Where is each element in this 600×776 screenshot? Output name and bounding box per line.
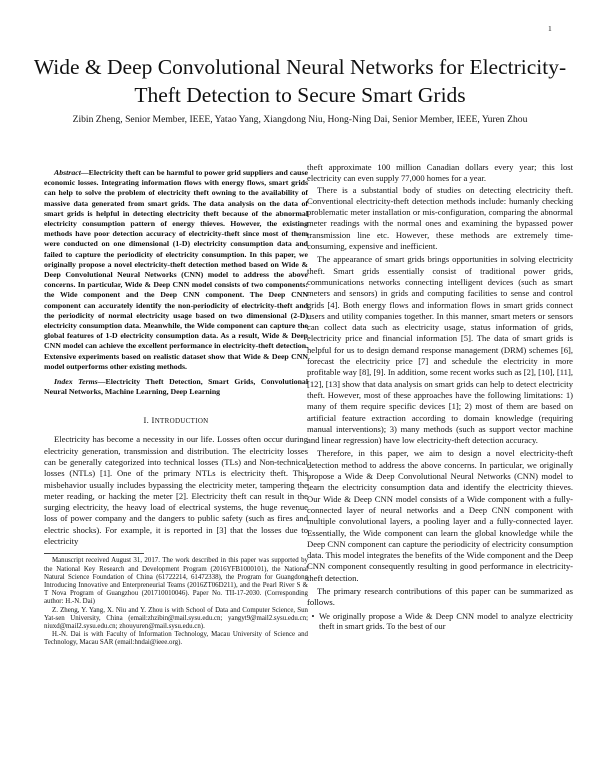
section-title-rest: NTRODUCTION (154, 417, 209, 426)
paragraph: The appearance of smart grids brings opportunities in solving electricity theft. Smart grids essentially consist of traditional power grids, communications networks connecting intelligent devices (such as smart meters and sensors) in grids and computing facilities to sense and control grids [4]. Both energy flows and information flows in smart grids connect users and utility companies together. In this manner, smart meters or sensors can collect data such as electricity usage, status information of grids, electricity price and financial information [5]. The data of smart grids is helpful for us to design demand response management (DRM) schemes [6], forecast the electricity price [7] and schedule the electricity in more profitable way [8], [9]. In addition, some recent works such as [2], [10], [11], [12], [13] show that data analysis on smart grids can help to detect electricity theft. However, most of these approaches have the following limitations: 1) many of them require specific devices [1]; 2) most of them are based on artificial feature extraction according to domain knowledge (requiring manual interventions); 3) many methods (such as support vector machine and linear regression) have low electricity-theft detection accuracy. (307, 254, 573, 446)
paragraph: theft approximate 100 million Canadian dollars every year; this lost electricity can even supply 77,000 homes for a year. (307, 162, 573, 184)
footnote-manuscript: Manuscript received August 31, 2017. The work described in this paper was supported by the National Key Research and Development Program (2016YFB1000101), the National Natural Science Foundation of China (61722214, 61472338), the Program for Guangdong Introducing Innovative and Enterpreneurial Teams (2016ZT06D211), and the Pearl River S & T Nova Program of Guangzhou (201710010046). Paper No. TII-17-2030. (Corresponding author: H.-N. Dai) (44, 557, 308, 606)
left-column (44, 168, 308, 648)
index-terms (44, 377, 308, 397)
index-terms-label: Index Terms— (54, 377, 106, 387)
footnote-affiliation-must: H.-N. Dai is with Faculty of Information Technology, Macau University of Science and Technology, Macau SAR (email:hndai@ieee.org). (44, 631, 308, 647)
section-numeral: I. (143, 415, 152, 426)
abstract-label: Abstract— (54, 168, 89, 177)
footnote-rule (44, 553, 144, 554)
page-number: 1 (548, 24, 552, 33)
intro-left-body (44, 434, 308, 547)
index-terms-text: Electricity Theft Detection, Smart Grids, Convolutional Neural Networks, Machine Learning, Deep Learning (44, 377, 308, 397)
section-title-first: I (151, 415, 155, 426)
footnote-affiliation-sysu: Z. Zheng, Y. Yang, X. Niu and Y. Zhou is with School of Data and Computer Science, Sun Yat-sen University, China (email:zhzibin@mail.sysu.edu.cn; yangyt9@mail2.sysu.edu.cn; niuxd@mail2.sysu.edu.cn; zhouyuren@mail.sysu.edu.cn). (44, 606, 308, 630)
paragraph: Electricity has become a necessity in our life. Losses often occur during electricity generation, transmission and distribution. The electricity losses can be generally categorized into technical losses (TLs) and Non-technical losses (NTLs) [1]. One of the primary NTLs is electricity theft. This misbehavior usually includes bypassing the electricity meter, tampering the meter reading, or hacking the meter [2]. Electricity theft can result in the surging electricity, the heavy load of electrical systems, the huge revenue loss of power company and the dangers to public safety (such as fires and electric shocks). For example, it is reported in [3] that the losses due to electricity (44, 434, 308, 547)
abstract-text: Electricity theft can be harmful to power grid suppliers and cause economic losses. Integrating information flows with energy flows, smart grids can help to solve the problem of electricity theft owning to the availability of massive data generated from smart grids. The data analysis on the data of smart grids is helpful in detecting electricity theft because of the abnormal electricity consumption pattern of energy thieves. However, the existing methods have poor detection accuracy of electricity-theft since most of them were conducted on one dimensional (1-D) electricity consumption data and failed to capture the periodicity of electricity consumption. In this paper, we originally propose a novel electricity-theft detection method based on Wide & Deep Convolutional Neural Networks (CNN) model to address the above concerns. In particular, Wide & Deep CNN model consists of two components: the Wide component and the Deep CNN component. The Deep CNN component can accurately identify the non-periodicity of electricity-theft and the periodicity of normal electricity usage based on two dimensional (2-D) electricity consumption data. Meanwhile, the Wide component can capture the global features of 1-D electricity consumption data. As a result, Wide & Deep CNN model can achieve the excellent performance in electricity-theft detection. Extensive experiments based on realistic dataset show that Wide & Deep CNN model outperforms other existing methods. (44, 168, 308, 371)
footnotes (44, 557, 308, 647)
bullet-icon: • (311, 611, 315, 621)
bullet-text: We originally propose a Wide & Deep CNN model to analyze electricity theft in smart grids. To the best of our (319, 611, 573, 632)
paper-title: Wide & Deep Convolutional Neural Networks for Electricity-Theft Detection to Secure Smart Grids (33, 55, 567, 107)
right-column (307, 162, 573, 633)
author-list: Zibin Zheng, Senior Member, IEEE, Yatao Yang, Xiangdong Niu, Hong-Ning Dai, Senior Member, IEEE, Yuren Zhou (72, 114, 528, 125)
paragraph: Therefore, in this paper, we aim to design a novel electricity-theft detection method to address the above concerns. In particular, we originally propose a Wide & Deep Convolutional Neural Networks (CNN) model to learn the electricity consumption data and identify the electricity thieves. Our Wide & Deep CNN model consists of a Wide component with a fully-connected layer of neural networks and a Deep CNN component with multiple convolutional layers, a pooling layer and a fully-connected layer. Essentially, the Wide component can learn the global knowledge while the Deep CNN component can capture the periodicity of electricity consumption data. This model integrates the benefits of the Wide component and the Deep CNN component consequently resulting in good performance in electricity-theft detection. (307, 448, 573, 583)
abstract (44, 168, 308, 372)
section-heading-introduction (44, 415, 308, 427)
contribution-bullet (307, 612, 573, 634)
paragraph: The primary research contributions of this paper can be summarized as follows. (307, 585, 573, 608)
paragraph: There is a substantial body of studies on detecting electricity theft. Conventional electricity-theft detection methods include: humanly checking problematic meter installation or mis-configuration, comparing the abnormal meter readings with the normal ones and examining the bypassed power transmission line etc. However, these methods are extremely time-consuming, expensive and inefficient. (307, 184, 573, 252)
